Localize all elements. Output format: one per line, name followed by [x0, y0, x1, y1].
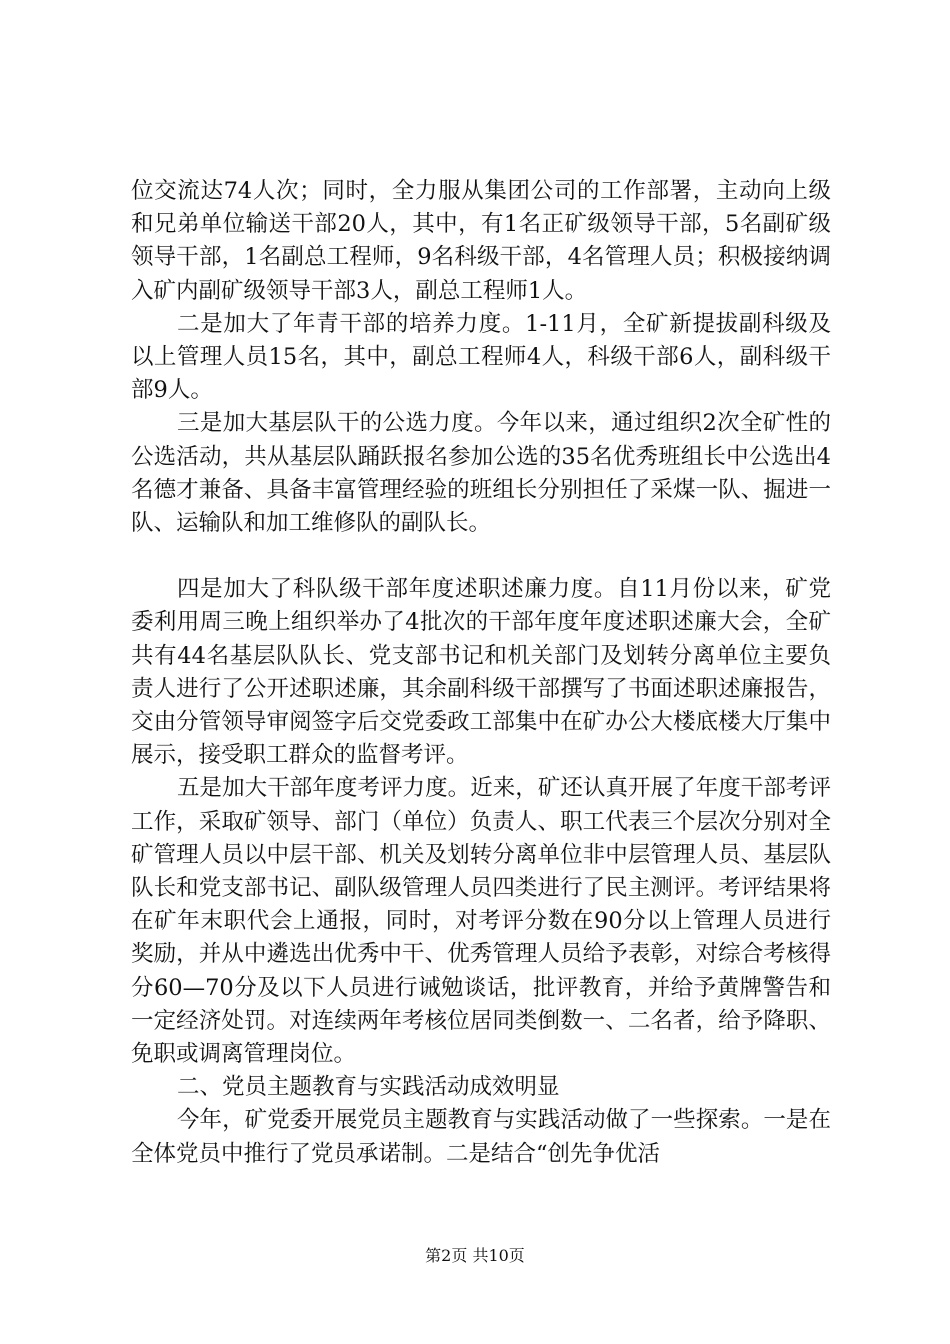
- paragraph-party-education: 今年，矿党委开展党员主题教育与实践活动做了一些探索。一是在全体党员中推行了党员承诺制。二是结合“创先争优活: [131, 1107, 831, 1167]
- section-heading: 二、党员主题教育与实践活动成效明显: [177, 1074, 560, 1101]
- paragraph-annual-report: 四是加大了科队级干部年度述职述廉力度。自11月份以来，矿党委利用周三晚上组织举办了4批次的干部年度年度述职述廉大会，全矿共有44名基层队队长、党支部书记和机关部门及划转分离单位主要负责人进行了公开述职述廉，其余副科级干部撰写了书面述职述廉报告，交由分管领导审阅签字后交党委政工部集中在矿办公大楼底楼大厅集中展示，接受职工群众的监督考评。: [131, 576, 831, 769]
- document-body: [131, 175, 831, 1171]
- paragraph-annual-evaluation: 五是加大干部年度考评力度。近来，矿还认真开展了年度干部考评工作，采取矿领导、部门（单位）负责人、职工代表三个层次分别对全矿管理人员以中层干部、机关及划转分离单位非中层管理人员、基层队队长和党支部书记、副队级管理人员四类进行了民主测评。考评结果将在矿年末职代会上通报，同时，对考评分数在90分以上管理人员进行奖励，并从中遴选出优秀中干、优秀管理人员给予表彰，对综合考核得分60—70分及以下人员进行诫勉谈话，批评教育，并给予黄牌警告和一定经济处罚。对连续两年考核位居同类倒数一、二名者，给予降职、免职或调离管理岗位。: [131, 775, 831, 1068]
- paragraph-young-cadres: 二是加大了年青干部的培养力度。1-11月，全矿新提拔副科级及以上管理人员15名，其中，副总工程师4人，科级干部6人，副科级干部9人。: [131, 310, 831, 404]
- paragraph-public-selection: 三是加大基层队干的公选力度。今年以来，通过组织2次全矿性的公选活动，共从基层队踊跃报名参加公选的35名优秀班组长中公选出4名德才兼备、具备丰富管理经验的班组长分别担任了采煤一队、掘进一队、运输队和加工维修队的副队长。: [131, 410, 831, 537]
- paragraph-continuation: 位交流达74人次；同时，全力服从集团公司的工作部署，主动向上级和兄弟单位输送干部20人，其中，有1名正矿级领导干部，5名副矿级领导干部，1名副总工程师，9名科级干部，4名管理人员；积极接纳调入矿内副矿级领导干部3人，副总工程师1人。: [131, 178, 831, 304]
- page-number-footer: 第2页 共10页: [425, 1246, 525, 1265]
